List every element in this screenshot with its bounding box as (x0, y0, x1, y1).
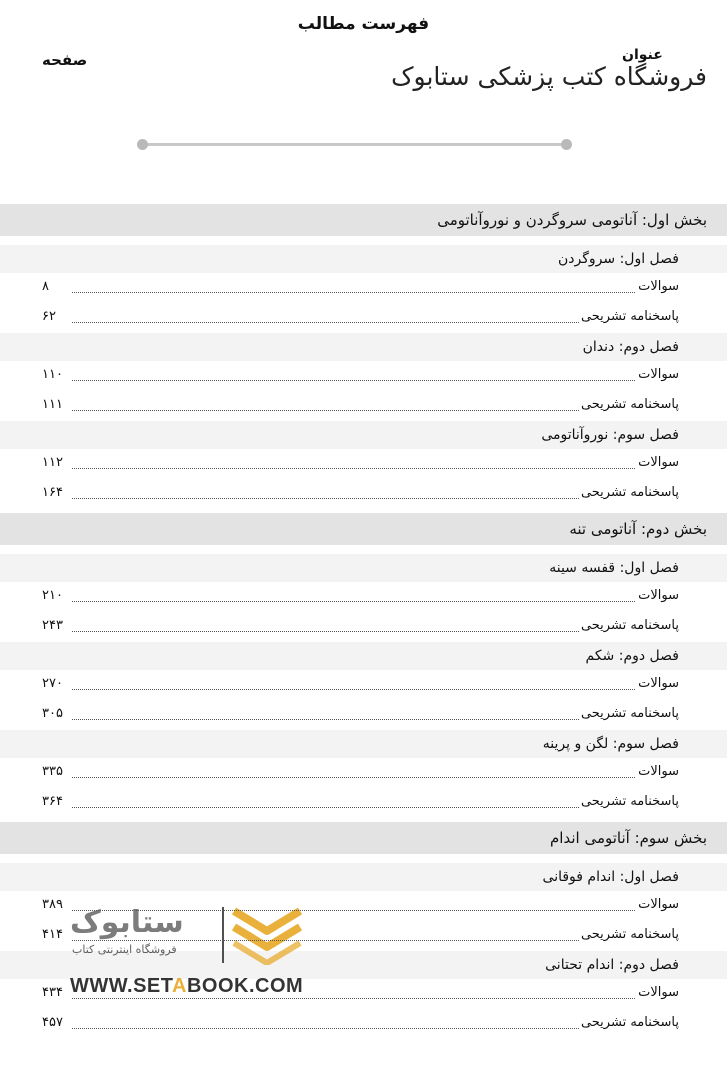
toc-part-heading[interactable]: بخش سوم: آناتومی اندام (0, 822, 727, 854)
toc-entry-label: پاسخنامه تشریحی (580, 794, 679, 809)
toc-entry[interactable] (0, 449, 727, 479)
toc-entry[interactable] (0, 612, 727, 642)
dot-leader (72, 910, 679, 911)
toc-title: فهرست مطالب (297, 14, 430, 34)
toc-entry[interactable] (0, 1009, 727, 1039)
slider-track[interactable] (142, 143, 567, 146)
toc-entry-page: ۴۵۷ (42, 1015, 63, 1030)
toc-entry-page: ۳۳۵ (42, 764, 63, 779)
toc-entry-page: ۴۱۴ (42, 927, 63, 942)
toc-entry-label: سوالات (638, 279, 679, 294)
slider-handle-right[interactable] (561, 139, 572, 150)
dot-leader (72, 292, 679, 293)
dot-leader (72, 777, 679, 778)
toc-chapter-heading[interactable]: فصل اول: سروگردن (0, 245, 727, 273)
toc-entry[interactable] (0, 361, 727, 391)
toc-entry-label: سوالات (638, 764, 679, 779)
toc-entry[interactable] (0, 582, 727, 612)
dot-leader (72, 468, 679, 469)
watermark-url[interactable]: WWW.SETABOOK.COM (70, 975, 304, 997)
toc-entry-label: پاسخنامه تشریحی (580, 485, 679, 500)
watermark-tagline: فروشگاه اینترنتی کتاب (72, 943, 177, 956)
toc-entry-page: ۱۶۴ (42, 485, 63, 500)
toc-entry[interactable] (0, 700, 727, 730)
watermark (70, 905, 310, 1000)
toc-entry-page: ۱۱۱ (42, 397, 63, 412)
toc-entry-page: ۴۳۴ (42, 985, 63, 1000)
toc-entry-label: پاسخنامه تشریحی (580, 927, 679, 942)
toc-chapter-heading[interactable]: فصل سوم: لگن و پرینه (0, 730, 727, 758)
dot-leader (72, 689, 679, 690)
toc-entry-page: ۳۰۵ (42, 706, 63, 721)
title-column-label: عنوان (622, 47, 663, 63)
toc-entry-label: پاسخنامه تشریحی (580, 397, 679, 412)
toc-entry-page: ۸ (42, 279, 49, 294)
toc-chapter-heading[interactable]: فصل اول: قفسه سینه (0, 554, 727, 582)
chevron-logo-icon (230, 905, 304, 965)
toc-entry[interactable] (0, 479, 727, 509)
toc-chapter-heading[interactable]: فصل دوم: اندام تحتانی (0, 951, 727, 979)
toc-entry-page: ۲۴۳ (42, 618, 63, 633)
dot-leader (72, 998, 679, 999)
toc-entry[interactable] (0, 758, 727, 788)
toc-entry-label: سوالات (638, 676, 679, 691)
toc-entry-page: ۲۷۰ (42, 676, 63, 691)
toc-entry-page: ۳۶۴ (42, 794, 63, 809)
toc-entry-label: پاسخنامه تشریحی (580, 618, 679, 633)
watermark-brand: ستابوک (70, 905, 184, 940)
dot-leader (72, 380, 679, 381)
dot-leader (72, 601, 679, 602)
toc-entry-page: ۶۲ (42, 309, 56, 324)
toc-entry-page: ۱۱۰ (42, 367, 63, 382)
toc-entry-label: سوالات (638, 455, 679, 470)
page-column-label: صفحه (42, 51, 88, 69)
toc-entry[interactable] (0, 303, 727, 333)
toc-entry-label: سوالات (638, 897, 679, 912)
toc-entry-page: ۳۸۹ (42, 897, 63, 912)
toc-entry-label: سوالات (638, 588, 679, 603)
toc-entry[interactable] (0, 670, 727, 700)
toc-entry-label: سوالات (638, 367, 679, 382)
toc-entry[interactable] (0, 391, 727, 421)
toc-entry-label: پاسخنامه تشریحی (580, 1015, 679, 1030)
toc-entry[interactable] (0, 788, 727, 818)
toc-part-heading[interactable]: بخش اول: آناتومی سروگردن و نوروآناتومی (0, 204, 727, 236)
toc-entry-page: ۲۱۰ (42, 588, 63, 603)
toc-chapter-heading[interactable]: فصل سوم: نوروآناتومی (0, 421, 727, 449)
toc-chapter-heading[interactable]: فصل اول: اندام فوقانی (0, 863, 727, 891)
toc-entry-label: سوالات (638, 985, 679, 1000)
toc-chapter-heading[interactable]: فصل دوم: شکم (0, 642, 727, 670)
toc-chapter-heading[interactable]: فصل دوم: دندان (0, 333, 727, 361)
store-banner: فروشگاه کتب پزشکی ستابوک (391, 62, 707, 91)
watermark-divider (222, 907, 224, 963)
slider-handle-left[interactable] (137, 139, 148, 150)
toc-entry-page: ۱۱۲ (42, 455, 63, 470)
toc-entry-label: پاسخنامه تشریحی (580, 309, 679, 324)
toc-part-heading[interactable]: بخش دوم: آناتومی تنه (0, 513, 727, 545)
toc-entry[interactable] (0, 273, 727, 303)
toc-entry-label: پاسخنامه تشریحی (580, 706, 679, 721)
